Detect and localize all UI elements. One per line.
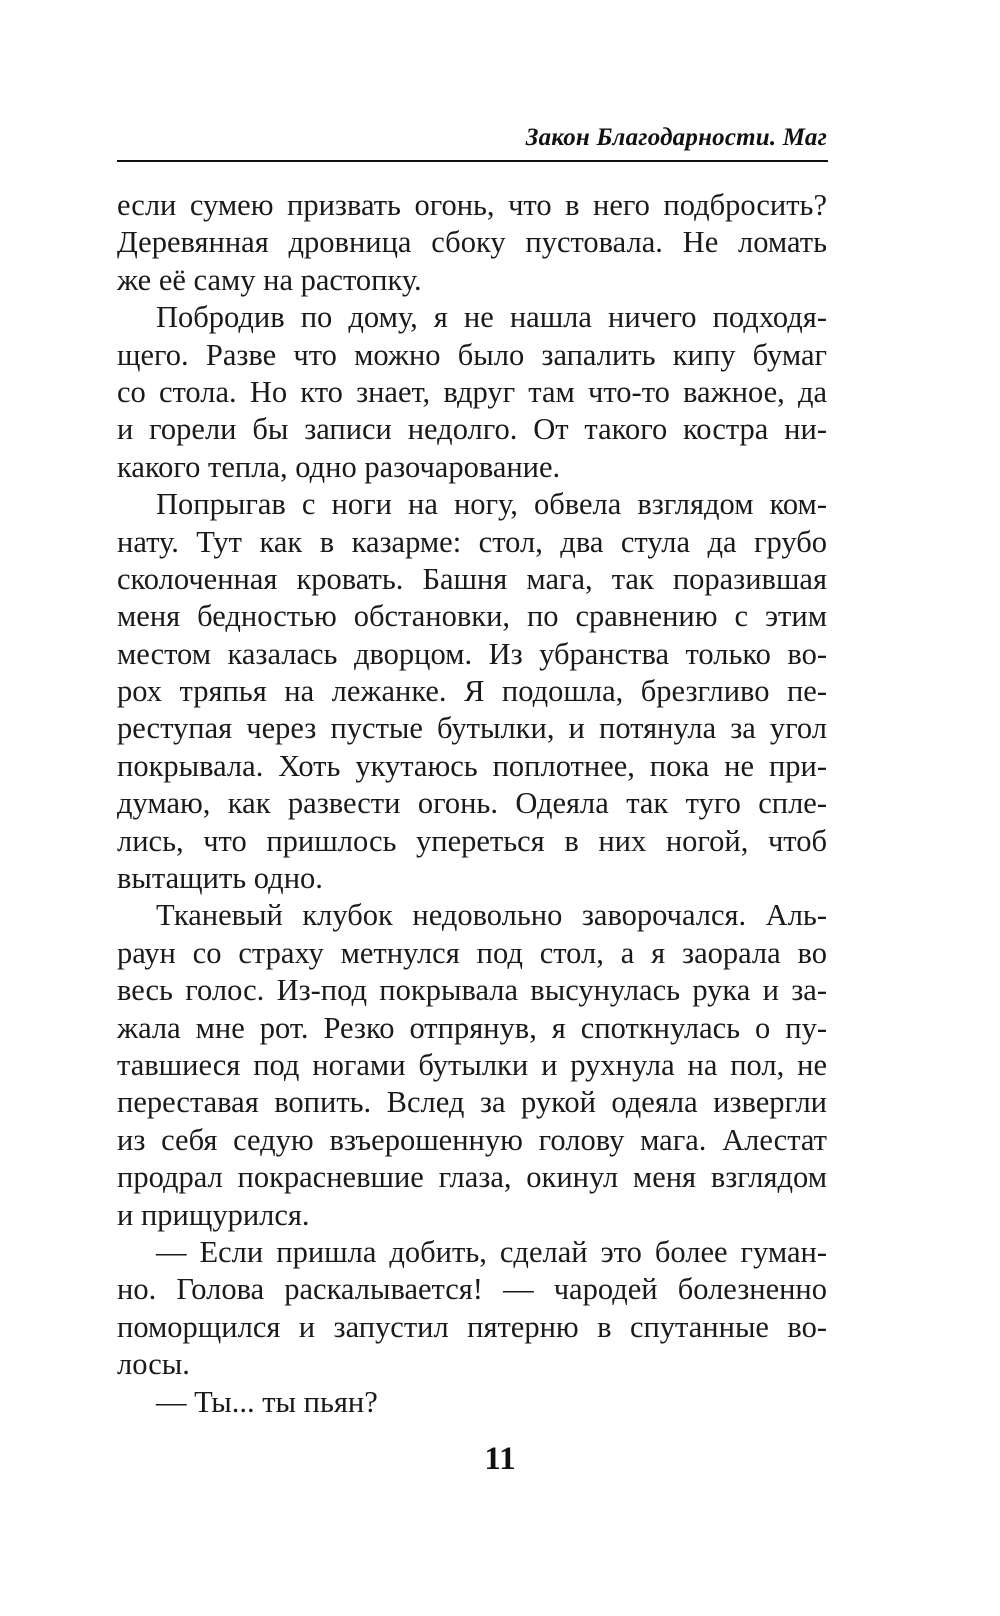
text-line: местом казалась дворцом. Из убранства только во- [117,636,827,671]
text-line: продрал покрасневшие глаза, окинул меня взглядом [117,1160,827,1195]
text-line: нату. Тут как в казарме: стол, два стула да грубо [117,524,827,559]
text-line: и горели бы записи недолго. От такого костра ни- [117,412,827,447]
text-line: вытащить одно. [117,861,323,896]
text-line: раун со страху метнулся под стол, а я заорала во [117,935,827,970]
text-line: Деревянная дровница сбоку пустовала. Не ломать [117,225,827,260]
text-line: Побродив по дому, я не нашла ничего подходя- [156,300,827,335]
text-line: тавшиеся под ногами бутылки и рухнула на пол, не [117,1047,827,1082]
text-line: но. Голова раскалывается! — чародей болезненно [117,1272,827,1307]
text-line: Попрыгав с ноги на ногу, обвела взглядом ком- [156,487,827,522]
text-line: какого тепла, одно разочарование. [117,449,561,484]
text-line: весь голос. Из-под покрывала высунулась рука и за- [117,973,827,1008]
text-line: думаю, как развести огонь. Одеяла так туго спле- [117,786,827,821]
text-line: со стола. Но кто знает, вдруг там что-то важное, да [117,374,827,409]
body-text [117,187,827,1421]
text-line: Тканевый клубок недовольно заворочался. Аль- [156,898,827,933]
text-line: лосы. [117,1347,190,1382]
text-line: рох тряпья на лежанке. Я подошла, брезгливо пе- [117,674,827,709]
text-line: же её саму на растопку. [117,262,422,297]
text-line: сколоченная кровать. Башня мага, так поразившая [117,561,827,596]
text-line: и прищурился. [117,1197,310,1232]
page-number: 11 [484,1441,516,1477]
text-line: из себя седую взъерошенную голову мага. Алестат [117,1122,827,1157]
text-line: если сумею призвать огонь, что в него подбросить? [117,188,827,222]
text-line: — Ты... ты пьян? [156,1384,378,1419]
running-title: Закон Благодарности. Маг [525,124,827,151]
header-rule [117,160,828,162]
text-line: жала мне рот. Резко отпрянув, я споткнулась о пу- [117,1010,827,1045]
text-line: лись, что пришлось упереться в них ногой, чтоб [117,823,827,858]
text-line: щего. Разве что можно было запалить кипу бумаг [117,337,827,372]
text-line: переставая вопить. Вслед за рукой одеяла извергли [117,1085,827,1120]
text-line: меня бедностью обстановки, по сравнению с этим [117,599,827,634]
text-line: — Если пришла добить, сделай это более гуман- [156,1234,827,1269]
text-line: покрывала. Хоть укутаюсь поплотнее, пока не при- [117,748,827,783]
text-line: реступая через пустые бутылки, и потянула за угол [117,711,827,746]
text-line: поморщился и запустил пятерню в спутанные во- [117,1309,827,1344]
